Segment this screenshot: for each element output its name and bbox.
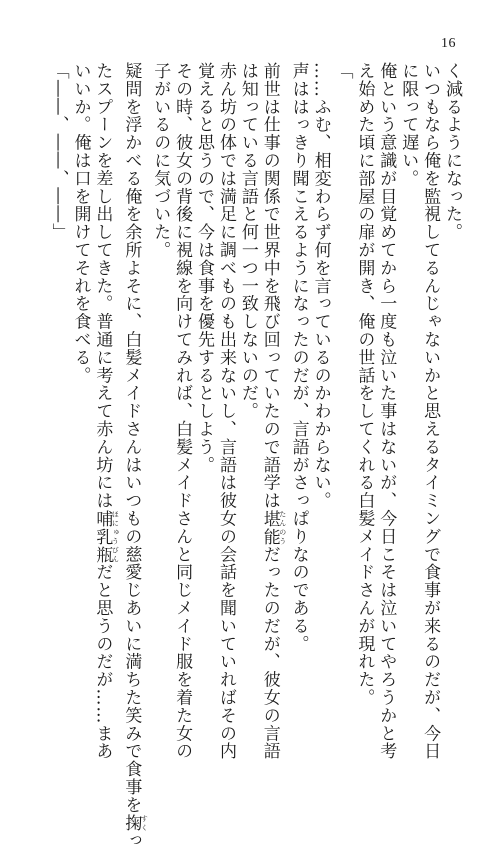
text-line: いいか。俺は口を開けてそれを食べる。: [70, 62, 91, 385]
furigana-ruby: 哺乳瓶 ほにゅうびん: [92, 509, 120, 564]
text-line: 「――、――、――」: [48, 62, 69, 241]
page-number: 16: [441, 36, 456, 51]
text-line: は知っている言語と何一つ一致しないのだ。: [237, 62, 258, 420]
text-line: 俺という意識が目覚めてから一度も泣いた事はないが、今日こそは泣いてやろうかと考: [376, 62, 397, 761]
text-line: え始めた頃に部屋の扉が開き、俺の世話をしてくれる白髪メイドさんが現れた。: [354, 62, 375, 707]
text-line: 子がいるのに気づいた。: [150, 62, 171, 259]
body-text: [36, 62, 462, 850]
text-line: に限って遅い。: [398, 62, 419, 188]
text-line: 覚えると思うので、今は食事を優先するとしよう。: [194, 62, 215, 474]
furigana-ruby: 掬 すく: [121, 813, 149, 832]
text-line: その時、彼女の背後に視線を向けてみれば、白髪メイドさんと同じメイド服を着た女の: [172, 62, 193, 761]
furigana-reading: すく: [140, 813, 149, 832]
furigana-reading: ほにゅうびん: [111, 509, 120, 564]
text-line: いつもなら俺を監視してるんじゃないかと思えるタイミングで食事が来るのだが、今日: [420, 62, 441, 761]
text-line: く減るようになった。: [442, 62, 462, 241]
furigana-reading: たんのう: [278, 509, 287, 546]
text-line: ……ふむ、相変わらず何を言っているのかわからない。: [310, 62, 331, 510]
text-line: 疑問を浮かべる俺を余所よそに、白髪メイドさんはいつもの慈愛じあいに満ちた笑みで食事を掬 すくっ: [121, 62, 149, 850]
text-line: 「: [332, 62, 353, 80]
text-line: 前世は仕事の関係で世界中を飛び回っていたので語学は堪能 たんのうだったのだが、彼女の言語: [259, 62, 287, 761]
furigana-ruby: 堪能 たんのう: [259, 509, 287, 546]
text-line: 声ははっきり聞こえるようになったのだが、言語がさっぱりなのである。: [288, 62, 309, 653]
text-line: 赤ん坊の体では満足に調べものも出来ないし、言語は彼女の会話を聞いていればその内: [215, 62, 236, 761]
text-line: たスプーンを差し出してきた。普通に考えて赤ん坊には哺乳瓶 ほにゅうびんだと思うのだが……まあ: [92, 62, 120, 761]
